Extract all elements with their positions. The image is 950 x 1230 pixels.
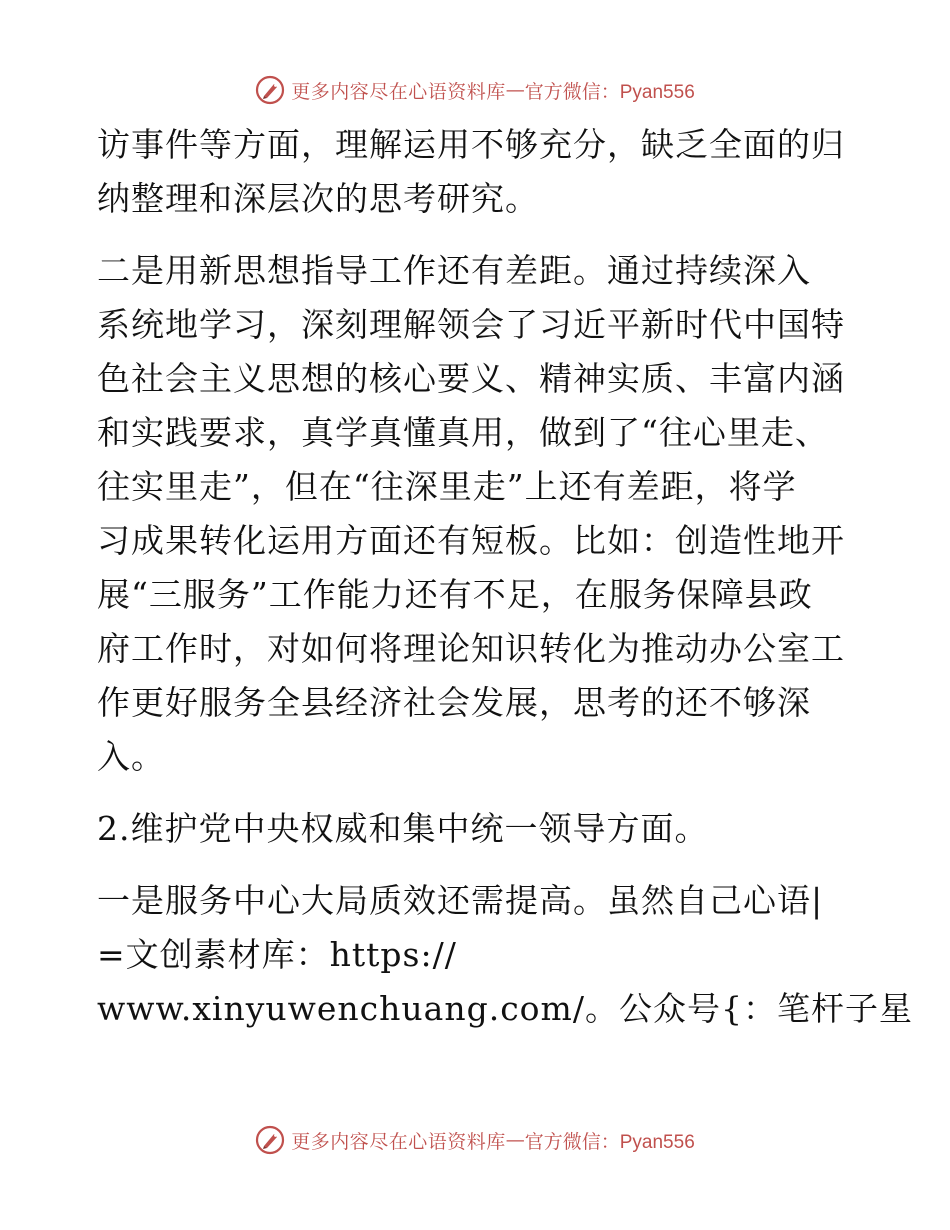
banner-wechat: 官方微信：Pyan556	[524, 81, 695, 103]
text-line: www.xinyuwenchuang.com/。公众号{：笔杆子星	[97, 989, 913, 1028]
text-line: 访事件等方面，理解运用不够充分，缺乏全面的归	[97, 125, 845, 164]
banner-separator: —	[505, 1129, 525, 1151]
text-line: 色社会主义思想的核心要义、精神实质、丰富内涵	[97, 359, 845, 398]
text-line: 二是用新思想指导工作还有差距。通过持续深入	[97, 251, 811, 290]
banner-separator: —	[505, 79, 525, 101]
header-banner	[0, 70, 950, 110]
paragraph	[97, 118, 857, 226]
text-line: 入。	[97, 737, 165, 776]
footer-banner	[0, 1120, 950, 1160]
section-heading: 2.维护党中央权威和集中统一领导方面。	[97, 809, 709, 848]
text-line: 展“三服务”工作能力还有不足，在服务保障县政	[97, 575, 813, 614]
banner-text: 更多内容尽在心语资料库	[291, 1130, 506, 1153]
banner-text: 更多内容尽在心语资料库	[291, 80, 506, 103]
text-line: 作更好服务全县经济社会发展，思考的还不够深	[97, 683, 811, 722]
pen-nib-logo-icon	[255, 75, 285, 105]
banner-wechat: 官方微信：Pyan556	[524, 1131, 695, 1153]
text-line: 一是服务中心大局质效还需提高。虽然自己心语|	[97, 881, 824, 920]
text-line: =文创素材库：https://	[97, 935, 457, 974]
document-body	[97, 118, 913, 1036]
pen-nib-logo-icon	[255, 1125, 285, 1155]
text-line: 和实践要求，真学真懂真用，做到了“往心里走、	[97, 413, 829, 452]
text-line: 系统地学习，深刻理解领会了习近平新时代中国特	[97, 305, 845, 344]
paragraph	[97, 874, 913, 1036]
paragraph	[97, 802, 857, 856]
text-line: 纳整理和深层次的思考研究。	[97, 179, 539, 218]
paragraph	[97, 244, 857, 784]
text-line: 府工作时，对如何将理论知识转化为推动办公室工	[97, 629, 845, 668]
text-line: 往实里走”，但在“往深里走”上还有差距，将学	[97, 467, 797, 506]
text-line: 习成果转化运用方面还有短板。比如：创造性地开	[97, 521, 845, 560]
